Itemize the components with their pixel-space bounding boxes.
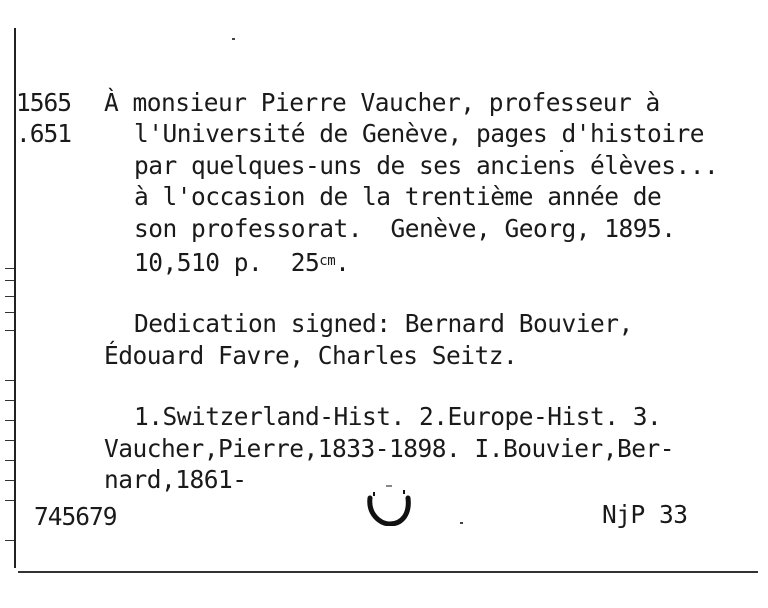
border-tick xyxy=(5,312,14,313)
title-line-4: à l'occasion de la trentième année de xyxy=(134,182,662,211)
border-tick xyxy=(5,380,14,381)
collation-period: . xyxy=(335,248,350,277)
card-punch-hole xyxy=(366,484,412,526)
tracing-line-3: nard,1861- xyxy=(104,465,247,494)
collation xyxy=(134,246,349,278)
paper-speck xyxy=(460,522,463,524)
border-tick xyxy=(5,460,14,461)
border-tick xyxy=(5,480,14,481)
title-line-2: l'Université de Genève, pages d'histoire xyxy=(134,119,705,148)
border-tick xyxy=(5,440,14,441)
border-tick xyxy=(5,500,14,501)
title-line-5: son professorat. Genève, Georg, 1895. xyxy=(134,214,676,243)
title-line-3: par quelques-uns de ses anciens élèves... xyxy=(134,151,719,180)
library-code: NjP 33 xyxy=(602,500,688,529)
tracing-line-2: Vaucher,Pierre,1833-1898. I.Bouvier,Ber- xyxy=(104,434,675,463)
call-number-line-1: 1565 xyxy=(16,88,72,117)
border-tick xyxy=(5,330,14,331)
border-tick xyxy=(5,420,14,421)
note-line-2: Édouard Favre, Charles Seitz. xyxy=(104,341,518,370)
note-line-1: Dedication signed: Bernard Bouvier, xyxy=(134,309,633,338)
card-number: 745679 xyxy=(34,502,117,531)
tracing-line-1: 1.Switzerland-Hist. 2.Europe-Hist. 3. xyxy=(134,402,662,431)
collation-unit: cm xyxy=(319,253,336,269)
call-number-line-2: .651 xyxy=(16,119,72,148)
card-bottom-edge xyxy=(18,571,758,573)
border-tick xyxy=(5,268,14,269)
paper-speck xyxy=(232,38,235,40)
collation-text: 10,510 p. 25 xyxy=(134,248,320,277)
title-line-1: À monsieur Pierre Vaucher, professeur à xyxy=(104,88,660,117)
border-tick xyxy=(5,400,14,401)
border-tick xyxy=(5,540,14,541)
border-tick xyxy=(5,296,14,297)
border-tick xyxy=(5,280,14,281)
